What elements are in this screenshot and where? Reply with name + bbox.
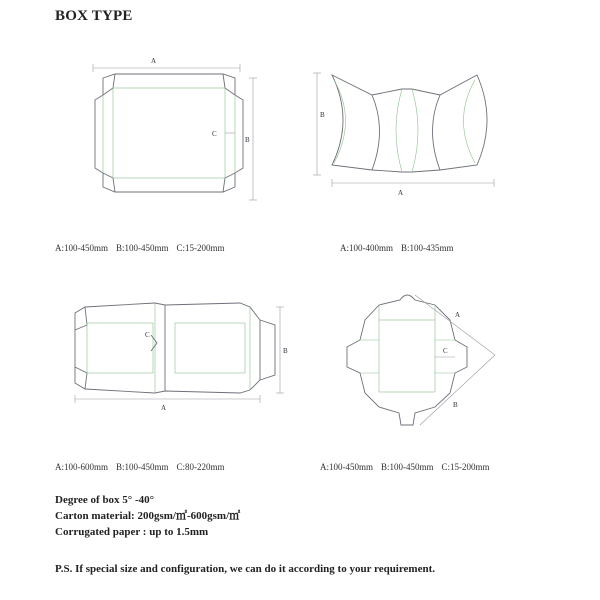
box-diagram-double bbox=[65, 295, 295, 420]
box-diagram-pillow bbox=[312, 65, 502, 210]
dimension-label-a: A bbox=[161, 404, 167, 412]
spec-line-cross: A:100-450mm B:100-450mm C:15-200mm bbox=[320, 462, 490, 472]
note-corrugated: Corrugated paper : up to 1.5mm bbox=[55, 526, 209, 538]
note-ps: P.S. If special size and configuration, we can do it according to your requirement. bbox=[55, 563, 436, 575]
dimension-label-a: A bbox=[398, 189, 404, 197]
page-title: BOX TYPE bbox=[55, 8, 133, 24]
box-diagram-tray bbox=[85, 50, 265, 220]
dimension-label-b: B bbox=[320, 111, 325, 119]
note-material: Carton material: 200gsm/㎡-600gsm/㎡ bbox=[55, 510, 241, 522]
box-diagram-cross bbox=[335, 285, 510, 435]
dimension-label-c: C bbox=[212, 130, 217, 138]
spec-line-tray: A:100-450mm B:100-450mm C:15-200mm bbox=[55, 243, 225, 253]
dimension-label-a: A bbox=[151, 57, 157, 65]
dimension-label-b: B bbox=[245, 136, 250, 144]
spec-line-pillow: A:100-400mm B:100-435mm bbox=[340, 243, 454, 253]
dimension-label-a: A bbox=[455, 311, 461, 319]
material-notes bbox=[55, 492, 240, 540]
dimension-label-b: B bbox=[283, 347, 288, 355]
note-degree: Degree of box 5° -40° bbox=[55, 494, 155, 506]
dimension-label-c: C bbox=[443, 347, 448, 355]
spec-line-double: A:100-600mm B:100-450mm C:80-220mm bbox=[55, 462, 225, 472]
dimension-label-b: B bbox=[453, 401, 458, 409]
dimension-label-c: C bbox=[145, 331, 150, 339]
